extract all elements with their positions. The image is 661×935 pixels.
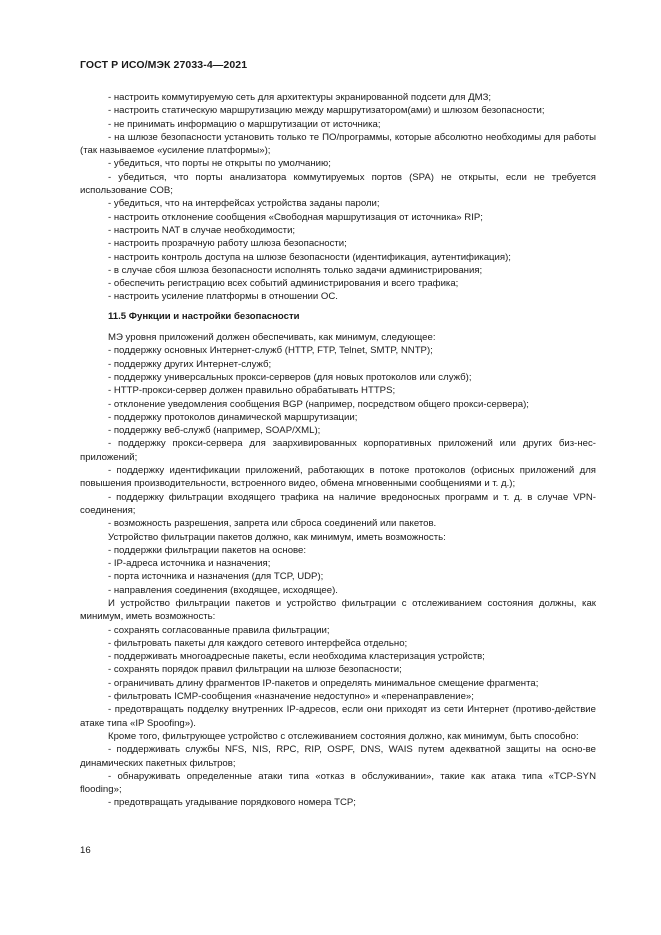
list-item: - настроить отклонение сообщения «Свободная маршрутизация от источника» RIP;	[108, 211, 483, 223]
list-item: - предотвращать подделку внутренних IP-адресов, если они приходят из сети Интернет (противо-действие атаке типа «IP Spoofing»).	[80, 704, 596, 729]
document-header: ГОСТ Р ИСО/МЭК 27033-4—2021	[80, 59, 248, 71]
paragraph: И устройство фильтрации пакетов и устройство фильтрации с отслеживанием состояния должны, как минимум, иметь возможность:	[80, 597, 596, 623]
list-item: - на шлюзе безопасности установить только те ПО/программы, которые абсолютно необходимы для работы (так называемое «усиление платформы»);	[80, 131, 596, 157]
list-item: - сохранять порядок правил фильтрации на шлюзе безопасности;	[108, 664, 402, 676]
page-number: 16	[80, 845, 91, 856]
paragraph: МЭ уровня приложений должен обеспечивать, как минимум, следующее:	[108, 332, 436, 344]
list-item: - настроить NAT в случае необходимости;	[108, 224, 296, 236]
list-item: - не принимать информацию о маршрутизации от источника;	[108, 118, 381, 130]
list-item: - поддержку прокси-сервера для заархивированных корпоративных приложений или других биз-нес-приложений;	[80, 438, 596, 463]
list-item: - возможность разрешения, запрета или сброса соединений или пакетов.	[108, 518, 437, 530]
list-item: - сохранять согласованные правила фильтрации;	[108, 624, 330, 636]
list-item: - отклонение уведомления сообщения BGP (например, посредством общего прокси-сервера);	[108, 398, 529, 410]
list-item: - HTTP-прокси-сервер должен правильно обрабатывать HTTPS;	[108, 385, 396, 397]
list-item: - настроить прозрачную работу шлюза безопасности;	[108, 238, 347, 250]
section-heading: 11.5 Функции и настройки безопасности	[108, 310, 300, 322]
list-item: - поддержку других Интернет-служб;	[108, 358, 272, 370]
list-item: - настроить статическую маршрутизацию между маршрутизатором(ами) и шлюзом безопасности;	[108, 105, 545, 117]
list-item: - настроить коммутируемую сеть для архитектуры экранированной подсети для ДМЗ;	[108, 92, 492, 103]
list-item: - ограничивать длину фрагментов IP-пакетов и определять минимальное смещение фрагмента;	[108, 677, 539, 689]
list-item: - поддержку универсальных прокси-серверов (для новых протоколов или служб);	[108, 371, 472, 383]
list-item: - поддерживать службы NFS, NIS, RPC, RIP, OSPF, DNS, WAIS путем адекватной защиты на осно-ве динамических пакетных фильтров;	[80, 744, 596, 769]
list-item: - убедиться, что порты анализатора коммутируемых портов (SPA) не открыты, если не требуется использование СОВ;	[80, 171, 596, 197]
list-item: - поддержку основных Интернет-служб (HTTP, FTP, Telnet, SMTP, NNTP);	[108, 345, 433, 357]
list-item: - поддержку идентификации приложений, работающих в потоке протоколов (офисных приложений для повышения производительности, встроенного видео, обмена мгновенными сообщениями и т. д.);	[80, 465, 596, 490]
list-item: - настроить усиление платформы в отношении ОС.	[108, 291, 338, 303]
list-item: - направления соединения (входящее, исходящее).	[108, 584, 338, 596]
list-item: - IP-адреса источника и назначения;	[108, 558, 271, 570]
list-item: - убедиться, что порты не открыты по умолчанию;	[108, 158, 331, 170]
list-item: - предотвращать угадывание порядкового номера TCP;	[108, 797, 356, 809]
list-item: - поддержку веб-служб (например, SOAP/XML);	[108, 425, 321, 437]
list-item: - фильтровать пакеты для каждого сетевого интерфейса отдельно;	[108, 637, 408, 649]
list-item: - поддержку протоколов динамической маршрутизации;	[108, 411, 358, 423]
list-item: - в случае сбоя шлюза безопасности исполнять только задачи администрирования;	[108, 264, 483, 276]
list-item: - порта источника и назначения (для TCP, UDP);	[108, 571, 324, 583]
list-item: - поддерживать многоадресные пакеты, если необходима кластеризация устройств;	[108, 651, 485, 663]
list-item: - фильтровать ICMP-сообщения «назначение недоступно» и «перенаправление»;	[108, 691, 474, 703]
list-item: - обнаруживать определенные атаки типа «отказ в обслуживании», такие как атака типа «TCP-SYN flooding»;	[80, 770, 596, 796]
list-item: - обеспечить регистрацию всех событий администрирования и всего трафика;	[108, 278, 459, 290]
list-item: - убедиться, что на интерфейсах устройства заданы пароли;	[108, 198, 380, 210]
paragraph: Кроме того, фильтрующее устройство с отслеживанием состояния должно, как минимум, быть способно:	[108, 730, 579, 742]
document-body	[80, 91, 596, 810]
list-item: - настроить контроль доступа на шлюзе безопасности (идентификация, аутентификация);	[108, 251, 511, 263]
list-item: - поддержку фильтрации входящего трафика на наличие вредоносных программ и т. д. в случае VPN-соединения;	[80, 491, 596, 516]
list-item: - поддержки фильтрации пакетов на основе:	[108, 544, 307, 556]
paragraph: Устройство фильтрации пакетов должно, как минимум, иметь возможность:	[108, 531, 446, 543]
